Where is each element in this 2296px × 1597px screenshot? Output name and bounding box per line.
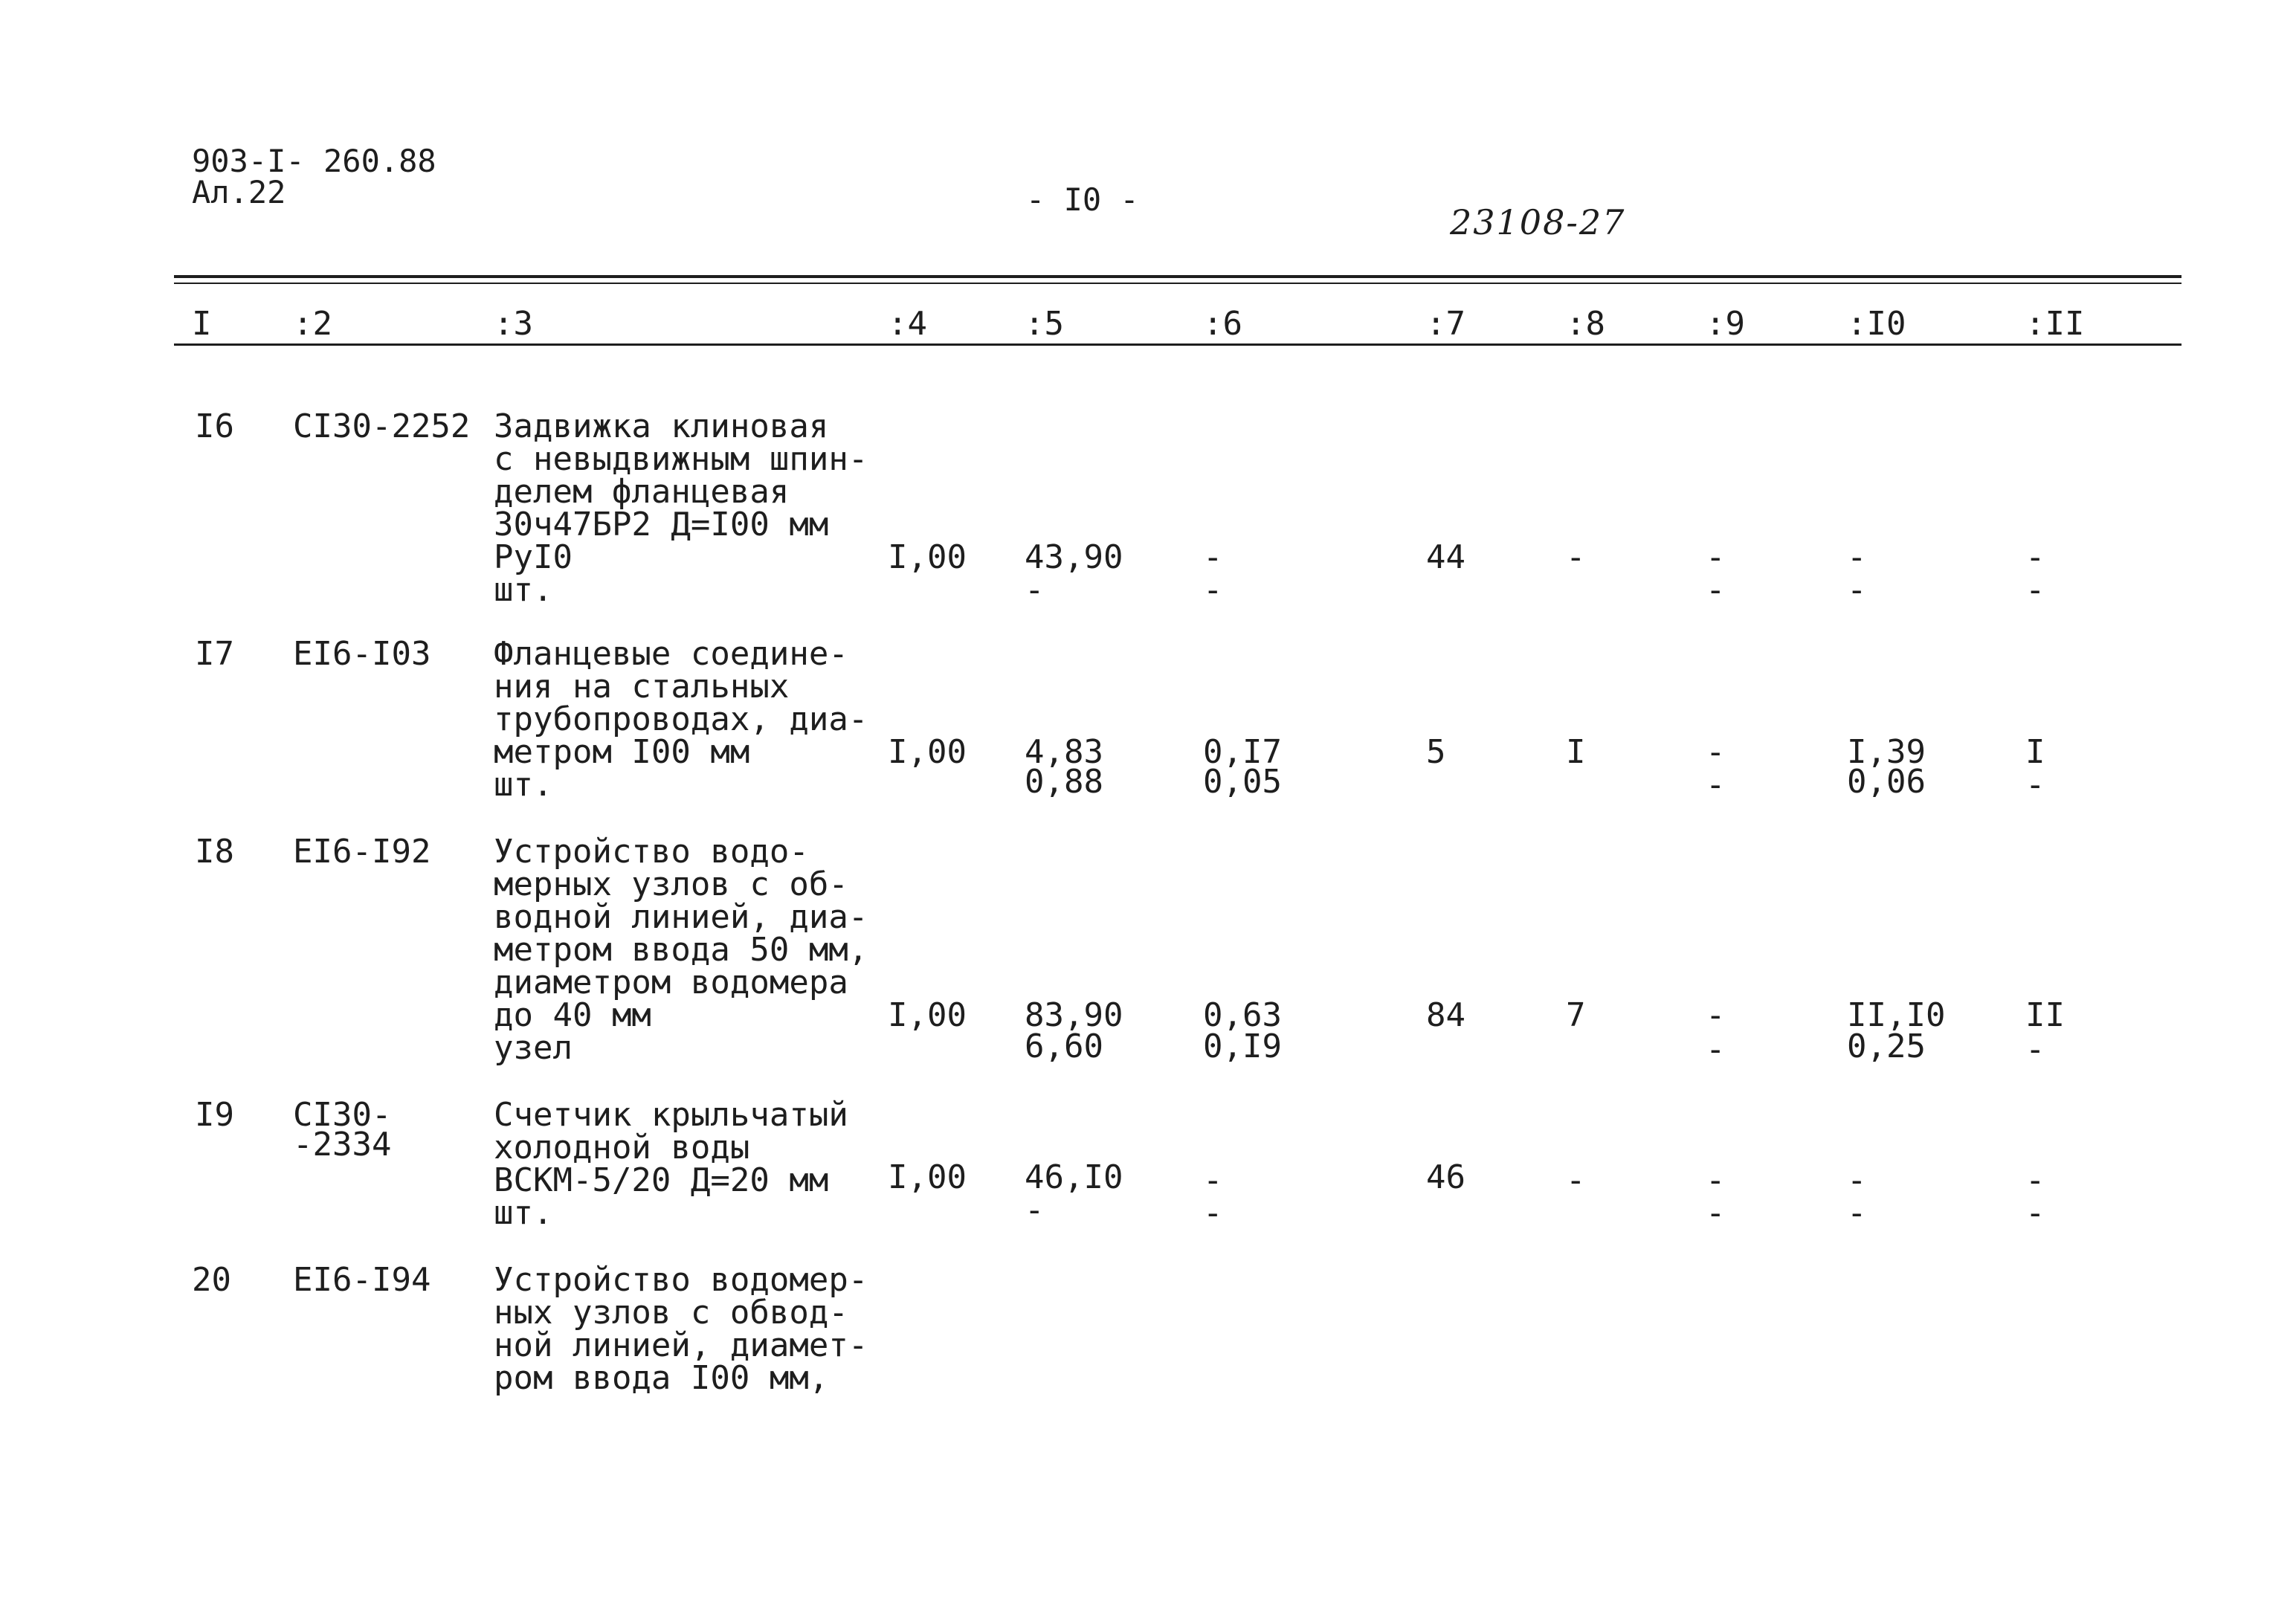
row-number: I7	[195, 635, 234, 673]
col8: -	[1566, 1161, 1586, 1199]
col10-bottom: -	[1847, 571, 1867, 609]
col9-top: -	[1706, 733, 1726, 771]
col5-bottom: -	[1025, 1191, 1045, 1229]
work-description: Задвижка клиновая с невыдвижным шпин- делем фланцевая 30ч47БР2 Д=I00 мм PyI0 шт.	[494, 407, 868, 609]
col9-bottom: -	[1706, 1194, 1726, 1232]
col5-bottom: 6,60	[1025, 1027, 1103, 1065]
col9-top: -	[1706, 538, 1726, 576]
col10-bottom: 0,06	[1847, 763, 1926, 801]
col5-bottom: -	[1025, 571, 1045, 609]
row-number: 20	[192, 1261, 231, 1299]
row-number: I8	[195, 833, 234, 871]
quantity: I,00	[888, 733, 967, 771]
col7: 84	[1426, 996, 1465, 1034]
col6-bottom: -	[1203, 1194, 1223, 1232]
col5-top: 83,90	[1025, 996, 1123, 1034]
col9-bottom: -	[1706, 766, 1726, 804]
column-header-11: :II	[2025, 305, 2085, 343]
top-rule-thin	[174, 283, 2181, 284]
column-header-5: :5	[1025, 305, 1064, 343]
page-number: - I0 -	[1026, 181, 1139, 218]
col6-top: 0,I7	[1203, 733, 1282, 771]
col9-top: -	[1706, 996, 1726, 1034]
column-header-6: :6	[1203, 305, 1242, 343]
column-header-4: :4	[888, 305, 927, 343]
col7: 46	[1426, 1158, 1465, 1196]
quantity: I,00	[888, 996, 967, 1034]
column-header-7: :7	[1426, 305, 1465, 343]
rate-code: EI6-I03	[293, 635, 431, 673]
row-number: I9	[195, 1096, 234, 1134]
column-header-2: :2	[293, 305, 332, 343]
col11-top: -	[2025, 538, 2045, 576]
col9-top: -	[1706, 1161, 1726, 1199]
col5-top: 46,I0	[1025, 1158, 1123, 1196]
col9-bottom: -	[1706, 571, 1726, 609]
row-number: I6	[195, 407, 234, 445]
header-rule	[174, 343, 2181, 346]
album-label: Ал.22	[192, 174, 286, 210]
col5-top: 43,90	[1025, 538, 1123, 576]
quantity: I,00	[888, 1158, 967, 1196]
col11-top: II	[2025, 996, 2065, 1034]
top-rule	[174, 275, 2181, 278]
col10-top: II,I0	[1847, 996, 1946, 1034]
col10-bottom: -	[1847, 1194, 1867, 1232]
col6-bottom: 0,I9	[1203, 1027, 1282, 1065]
col11-bottom: -	[2025, 1030, 2045, 1068]
col7: 5	[1426, 733, 1446, 771]
col6-bottom: 0,05	[1203, 763, 1282, 801]
col5-bottom: 0,88	[1025, 763, 1103, 801]
document-code: 903-I- 260.88	[192, 143, 436, 179]
column-header-10: :I0	[1847, 305, 1906, 343]
rate-code: EI6-I92	[293, 833, 431, 871]
handwritten-stamp: 23108-27	[1450, 202, 1626, 242]
col9-bottom: -	[1706, 1030, 1726, 1068]
rate-code: EI6-I94	[293, 1261, 431, 1299]
work-description: Счетчик крыльчатый холодной воды ВСКМ-5/20 Д=20 мм шт.	[494, 1096, 848, 1232]
column-header-8: :8	[1566, 305, 1605, 343]
col11-bottom: -	[2025, 571, 2045, 609]
col10-top: -	[1847, 1161, 1867, 1199]
col5-top: 4,83	[1025, 733, 1103, 771]
work-description: Устройство водомер- ных узлов с обвод- ной линией, диамет- ром ввода I00 мм,	[494, 1261, 868, 1397]
col8: 7	[1566, 996, 1586, 1034]
col11-top: -	[2025, 1161, 2045, 1199]
column-header-3: :3	[494, 305, 533, 343]
rate-code: CI30-2252	[293, 407, 471, 445]
col10-top: I,39	[1847, 733, 1926, 771]
col6-top: 0,63	[1203, 996, 1282, 1034]
col8: I	[1566, 733, 1586, 771]
quantity: I,00	[888, 538, 967, 576]
col11-bottom: -	[2025, 1194, 2045, 1232]
col6-top: -	[1203, 1161, 1223, 1199]
rate-code-continuation: -2334	[293, 1126, 392, 1164]
col10-top: -	[1847, 538, 1867, 576]
col8: -	[1566, 538, 1586, 576]
col11-top: I	[2025, 733, 2045, 771]
col7: 44	[1426, 538, 1465, 576]
col11-bottom: -	[2025, 766, 2045, 804]
work-description: Фланцевые соедине- ния на стальных трубопроводах, диа- метром I00 мм шт.	[494, 635, 868, 804]
col6-bottom: -	[1203, 571, 1223, 609]
column-header-1: I	[192, 305, 212, 343]
work-description: Устройство водо- мерных узлов с об- водной линией, диа- метром ввода 50 мм, диаметром водомера до 40 мм узел	[494, 833, 868, 1067]
col10-bottom: 0,25	[1847, 1027, 1926, 1065]
rate-code: CI30-	[293, 1096, 392, 1134]
column-header-9: :9	[1706, 305, 1745, 343]
col6-top: -	[1203, 538, 1223, 576]
